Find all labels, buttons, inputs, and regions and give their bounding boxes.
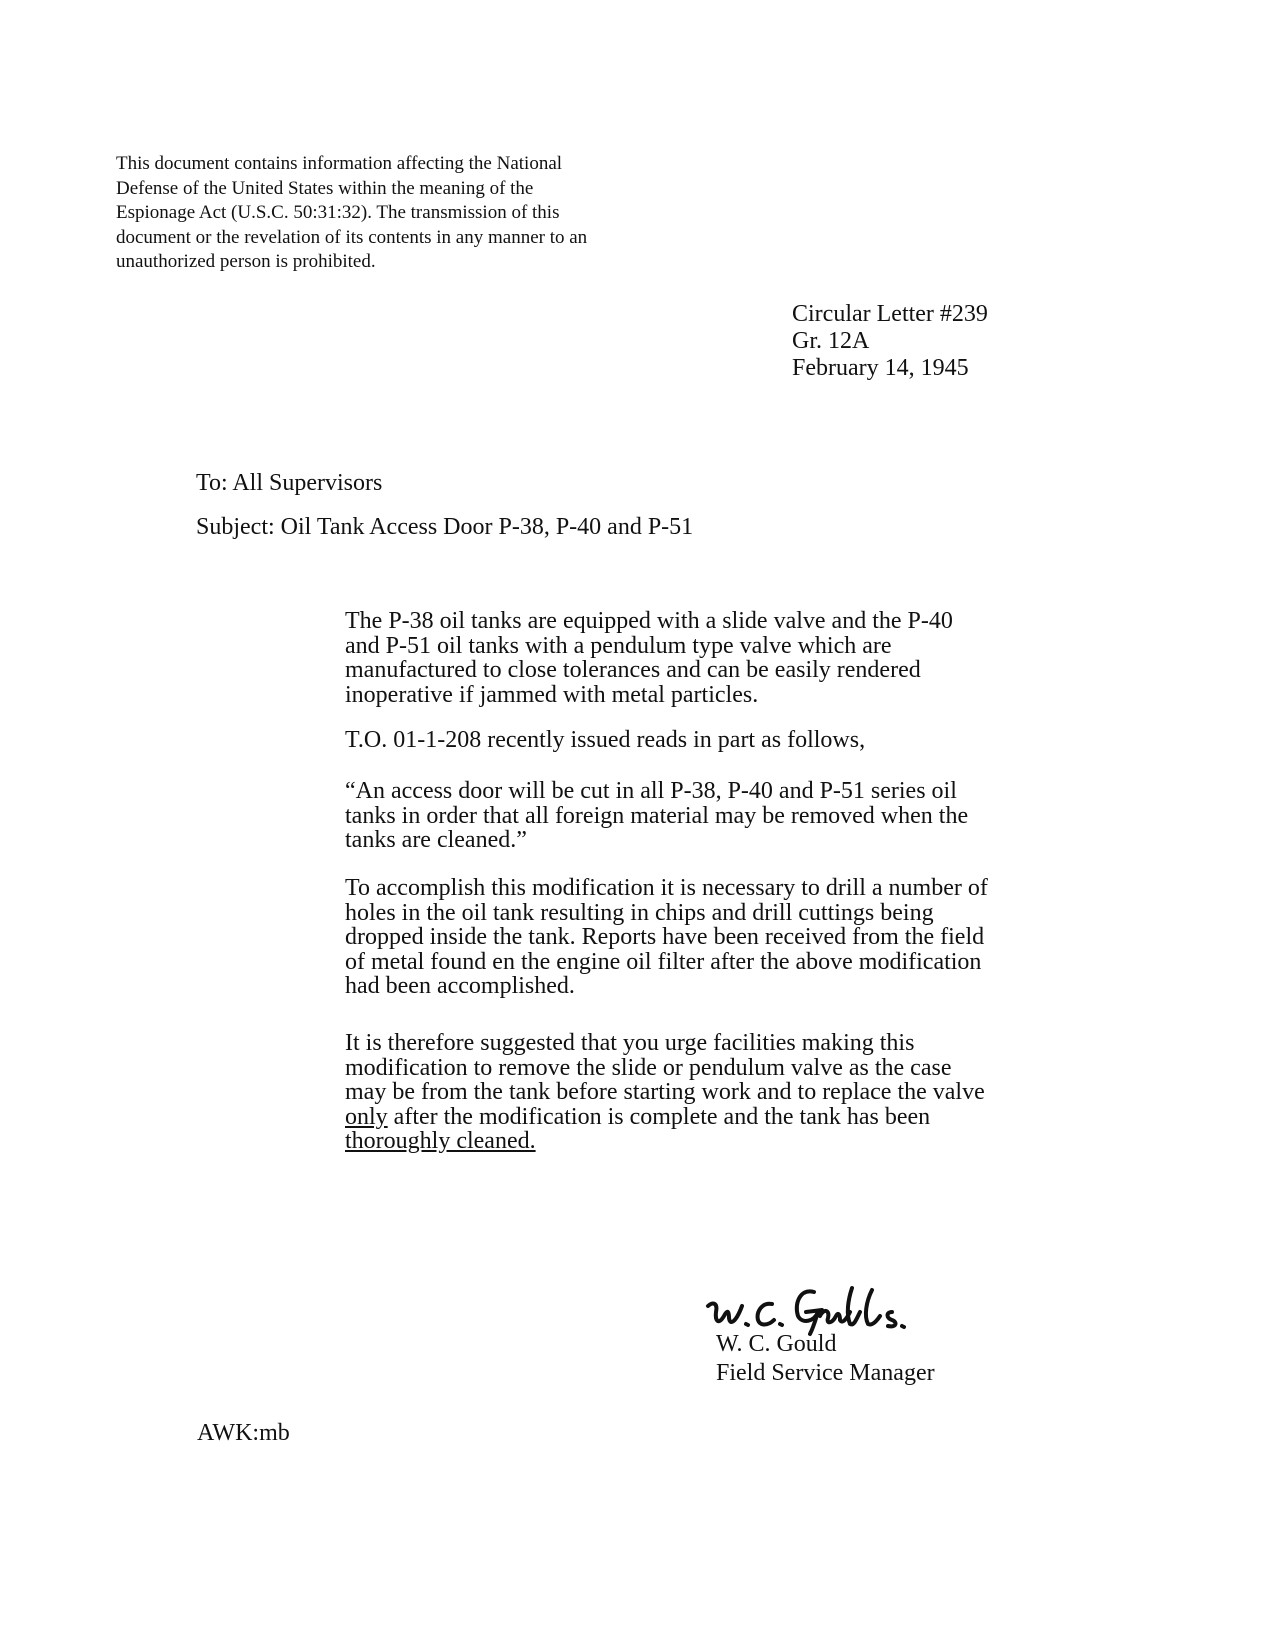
body-line: and P-51 oil tanks with a pendulum type valve which are	[345, 632, 892, 659]
security-notice	[116, 152, 636, 275]
addressee-line: To: All Supervisors	[196, 470, 383, 496]
body-line: tanks are cleaned.”	[345, 827, 527, 853]
letter-date: February 14, 1945	[792, 355, 969, 381]
signer-name: W. C. Gould	[716, 1331, 837, 1357]
body-line: may be from the tank before starting work and to replace the valve	[345, 1079, 985, 1105]
body-line: inoperative if jammed with metal particles.	[345, 681, 759, 708]
body-line: modification to remove the slide or pendulum valve as the case	[345, 1054, 952, 1081]
security-notice-line: Defense of the United States within the meaning of the	[116, 177, 534, 199]
subject-line: Subject: Oil Tank Access Door P-38, P-40 and P-51	[196, 514, 694, 540]
emphasis-thoroughly-cleaned: thoroughly cleaned.	[345, 1128, 536, 1154]
reference-block	[792, 301, 988, 382]
body-line: had been accomplished.	[345, 973, 575, 999]
security-notice-line: Espionage Act (U.S.C. 50:31:32). The transmission of this	[116, 202, 560, 223]
body-line: holes in the oil tank resulting in chips and drill cuttings being	[345, 899, 934, 926]
signer-title: Field Service Manager	[716, 1360, 935, 1386]
body-line: tanks in order that all foreign material may be removed when the	[345, 802, 969, 829]
body-line: manufactured to close tolerances and can be easily rendered	[345, 657, 921, 683]
circular-letter-number: Circular Letter #239	[792, 301, 988, 327]
paragraph-quotation	[345, 779, 1025, 853]
group-code: Gr. 12A	[792, 328, 870, 354]
paragraph-modification	[345, 876, 1025, 999]
body-line-rest: after the modification is complete and the tank has been	[387, 1103, 931, 1130]
emphasis-only: only	[345, 1103, 388, 1130]
body-line: T.O. 01-1-208 recently issued reads in part as follows,	[345, 727, 866, 753]
security-notice-line: document or the revelation of its contents in any manner to an	[116, 226, 588, 248]
paragraph-technical-order	[345, 728, 1025, 753]
typist-initials: AWK:mb	[197, 1420, 290, 1446]
body-line	[345, 1129, 1025, 1154]
paragraph-valves	[345, 609, 1025, 707]
security-notice-line: unauthorized person is prohibited.	[116, 251, 376, 272]
body-line: of metal found en the engine oil filter after the above modification	[345, 948, 982, 975]
body-line: It is therefore suggested that you urge facilities making this	[345, 1030, 915, 1056]
security-notice-line: This document contains information affecting the National	[116, 153, 563, 174]
body-line: To accomplish this modification it is necessary to drill a number of	[345, 875, 988, 901]
paragraph-recommendation	[345, 1031, 1025, 1154]
body-line: dropped inside the tank. Reports have been received from the field	[345, 924, 985, 950]
body-line: “An access door will be cut in all P-38, P-40 and P-51 series oil	[345, 778, 957, 804]
signature-block	[716, 1330, 935, 1388]
body-line	[345, 1105, 1025, 1130]
body-line: The P-38 oil tanks are equipped with a slide valve and the P-40	[345, 608, 953, 634]
